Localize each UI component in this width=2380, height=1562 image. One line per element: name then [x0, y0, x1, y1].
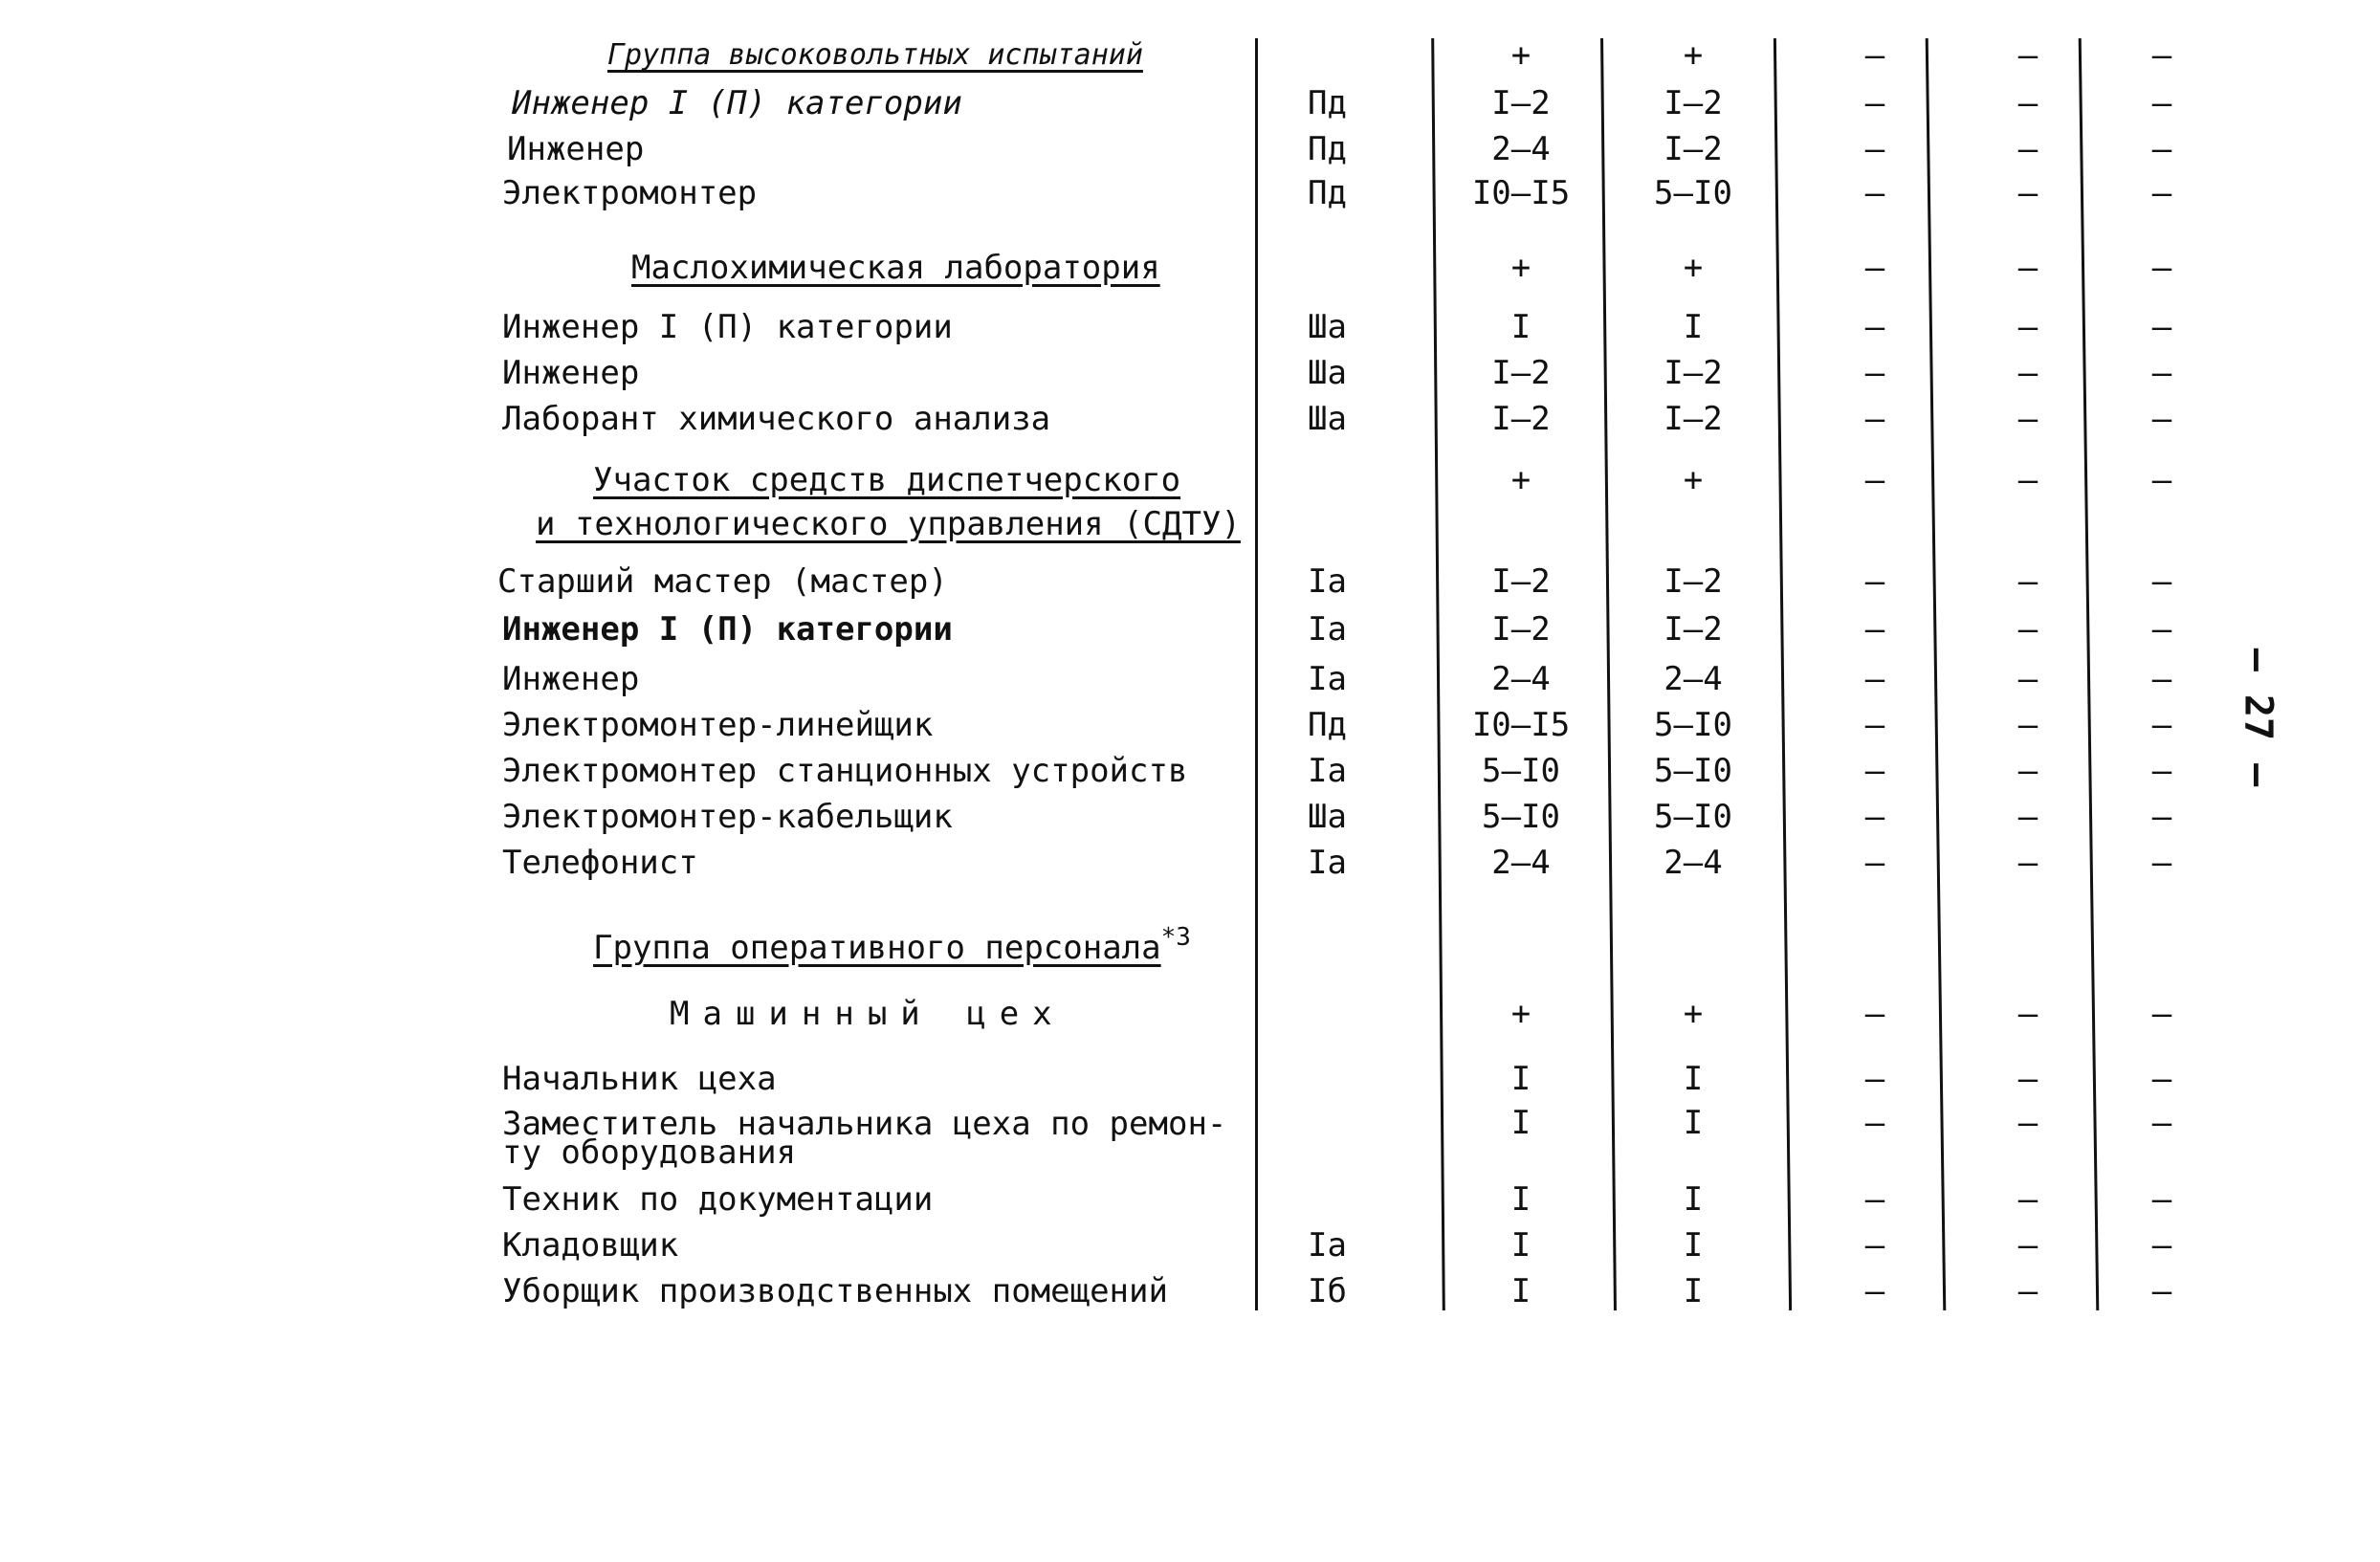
table-row — [0, 1177, 2380, 1222]
table-row — [0, 304, 2380, 350]
value-cell-1: I — [1510, 308, 1532, 346]
dash-cell: – — [2151, 461, 2172, 499]
section-title-wrap — [593, 914, 1191, 971]
position-name: Электромонтер станционных устройств — [502, 752, 1188, 790]
page-number-text: – 27 – — [2236, 648, 2280, 787]
category-cell: Iа — [1308, 844, 1347, 882]
dash-cell: – — [2017, 844, 2038, 882]
position-name: Инженер — [502, 354, 640, 392]
value-cell-2: 5–I0 — [1654, 706, 1732, 744]
dash-cell: – — [2017, 798, 2038, 836]
position-name: Электромонтер-кабельщик — [502, 798, 953, 836]
value-cell-1: I–2 — [1491, 610, 1551, 649]
section-mark-2: + — [1683, 461, 1704, 499]
table-row — [0, 840, 2380, 886]
category-cell: Iб — [1308, 1272, 1347, 1310]
category-cell: Iа — [1308, 562, 1347, 601]
dash-cell: – — [2017, 562, 2038, 601]
category-cell: Ша — [1308, 354, 1347, 392]
dash-cell: – — [2017, 1060, 2038, 1098]
table-row — [0, 170, 2380, 216]
section-mark-1: + — [1510, 36, 1532, 75]
dash-cell: – — [2017, 706, 2038, 744]
dash-cell: – — [2017, 752, 2038, 790]
section-title: Участок средств диспетчерского — [593, 461, 1181, 499]
dash-cell: – — [1864, 1226, 1885, 1265]
dash-cell: – — [2151, 610, 2172, 649]
dash-cell: – — [2151, 562, 2172, 601]
dash-cell: – — [1864, 174, 1885, 212]
value-cell-1: I0–I5 — [1471, 706, 1571, 744]
table-row — [0, 559, 2380, 605]
dash-cell: – — [1864, 461, 1885, 499]
table-row — [0, 396, 2380, 442]
dash-cell: – — [2151, 752, 2172, 790]
section-mark-1: + — [1510, 995, 1532, 1033]
position-name: Уборщик производственных помещений — [502, 1272, 1168, 1310]
section-title: Группа высоковольтных испытаний — [607, 38, 1143, 72]
dash-cell: – — [1864, 354, 1885, 392]
value-cell-1: 2–4 — [1491, 660, 1551, 698]
dash-cell: – — [1864, 844, 1885, 882]
category-cell: Ша — [1308, 798, 1347, 836]
value-cell-1: I–2 — [1491, 84, 1551, 122]
dash-cell: – — [1864, 610, 1885, 649]
value-cell-1: I — [1510, 1180, 1532, 1219]
value-cell-2: I–2 — [1664, 562, 1723, 601]
dash-cell: – — [2151, 84, 2172, 122]
section-mark-2: + — [1683, 249, 1704, 287]
dash-cell: – — [1864, 1180, 1885, 1219]
dash-cell: – — [2017, 354, 2038, 392]
section-header-row — [0, 457, 2380, 503]
value-cell-2: I–2 — [1664, 130, 1723, 168]
dash-cell: – — [2017, 249, 2038, 287]
position-name: Техник по документации — [502, 1180, 934, 1219]
dash-cell: – — [2151, 174, 2172, 212]
value-cell-1: I — [1510, 1272, 1532, 1310]
table-row — [0, 606, 2380, 652]
section-header-row — [0, 33, 2380, 78]
value-cell-2: I–2 — [1664, 400, 1723, 438]
dash-cell: – — [1864, 1272, 1885, 1310]
position-name: Начальник цеха — [502, 1060, 777, 1098]
table-row — [0, 1222, 2380, 1268]
table-row — [0, 1100, 2380, 1177]
dash-cell: – — [1864, 36, 1885, 75]
dash-cell: – — [2151, 130, 2172, 168]
category-cell: Iа — [1308, 610, 1347, 649]
position-name: Заместитель начальника цеха по ремон- — [502, 1105, 1227, 1143]
value-cell-1: I — [1510, 1060, 1532, 1098]
dash-cell: – — [1864, 706, 1885, 744]
dash-cell: – — [2017, 610, 2038, 649]
value-cell-1: 2–4 — [1491, 130, 1551, 168]
dash-cell: – — [1864, 798, 1885, 836]
dash-cell: – — [1864, 995, 1885, 1033]
position-name-cont: ту оборудования — [502, 1133, 797, 1172]
value-cell-1: I–2 — [1491, 562, 1551, 601]
section-header-row — [0, 501, 2380, 547]
table-row — [0, 80, 2380, 126]
value-cell-2: I — [1683, 1060, 1704, 1098]
dash-cell: – — [1864, 1104, 1885, 1142]
position-name: Инженер — [502, 660, 640, 698]
dash-cell: – — [2151, 706, 2172, 744]
dash-cell: – — [2151, 354, 2172, 392]
category-cell: Пд — [1308, 84, 1347, 122]
table-row — [0, 794, 2380, 840]
dash-cell: – — [2017, 400, 2038, 438]
dash-cell: – — [2151, 308, 2172, 346]
dash-cell: – — [2151, 36, 2172, 75]
dash-cell: – — [1864, 1060, 1885, 1098]
dash-cell: – — [2151, 660, 2172, 698]
value-cell-2: I — [1683, 1104, 1704, 1142]
position-name: Инженер I (П) категории — [512, 84, 962, 122]
dash-cell: – — [2017, 130, 2038, 168]
position-name: Кладовщик — [502, 1226, 679, 1265]
dash-cell: – — [2151, 1226, 2172, 1265]
table-row — [0, 1268, 2380, 1314]
value-cell-1: I–2 — [1491, 400, 1551, 438]
dash-cell: – — [2151, 400, 2172, 438]
dash-cell: – — [2017, 1272, 2038, 1310]
section-header-row — [0, 914, 2380, 967]
table-row — [0, 126, 2380, 172]
category-cell: Iа — [1308, 752, 1347, 790]
value-cell-1: I — [1510, 1226, 1532, 1265]
value-cell-2: I — [1683, 308, 1704, 346]
section-subheader-row — [0, 991, 2380, 1037]
dash-cell: – — [1864, 84, 1885, 122]
dash-cell: – — [2151, 1060, 2172, 1098]
value-cell-2: I — [1683, 1180, 1704, 1219]
dash-cell: – — [2151, 844, 2172, 882]
dash-cell: – — [2017, 84, 2038, 122]
dash-cell: – — [1864, 308, 1885, 346]
category-cell: Iа — [1308, 660, 1347, 698]
footnote-mark: *3 — [1160, 923, 1191, 952]
position-name: Телефонист — [502, 844, 698, 882]
section-title: Маслохимическая лаборатория — [631, 249, 1160, 287]
position-name: Инженер — [507, 130, 645, 168]
category-cell: Ша — [1308, 400, 1347, 438]
value-cell-1: I — [1510, 1104, 1532, 1142]
value-cell-2: 5–I0 — [1654, 752, 1732, 790]
value-cell-1: I0–I5 — [1471, 174, 1571, 212]
table-row — [0, 656, 2380, 702]
dash-cell: – — [2017, 461, 2038, 499]
dash-cell: – — [2017, 308, 2038, 346]
dash-cell: – — [2151, 1272, 2172, 1310]
dash-cell: – — [2151, 1180, 2172, 1219]
value-cell-2: 5–I0 — [1654, 174, 1732, 212]
dash-cell: – — [2151, 995, 2172, 1033]
section-header-row — [0, 245, 2380, 291]
dash-cell: – — [2017, 660, 2038, 698]
dash-cell: – — [2151, 1104, 2172, 1142]
dash-cell: – — [2017, 1226, 2038, 1265]
table-row — [0, 748, 2380, 794]
position-name: Лаборант химического анализа — [502, 400, 1051, 438]
dash-cell: – — [2151, 249, 2172, 287]
value-cell-2: I–2 — [1664, 610, 1723, 649]
value-cell-2: I — [1683, 1226, 1704, 1265]
value-cell-2: 2–4 — [1664, 844, 1723, 882]
position-name: Инженер I (П) категории — [502, 610, 953, 649]
category-cell: Пд — [1308, 706, 1347, 744]
dash-cell: – — [2017, 1104, 2038, 1142]
table-row — [0, 702, 2380, 748]
section-subtitle: Машинный цех — [670, 995, 1066, 1033]
section-mark-2: + — [1683, 36, 1704, 75]
value-cell-2: 2–4 — [1664, 660, 1723, 698]
category-cell: Пд — [1308, 130, 1347, 168]
dash-cell: – — [2017, 174, 2038, 212]
table-row — [0, 350, 2380, 396]
dash-cell: – — [1864, 400, 1885, 438]
dash-cell: – — [2017, 1180, 2038, 1219]
dash-cell: – — [1864, 130, 1885, 168]
dash-cell: – — [1864, 562, 1885, 601]
value-cell-2: I–2 — [1664, 354, 1723, 392]
dash-cell: – — [2151, 798, 2172, 836]
value-cell-1: 5–I0 — [1482, 798, 1560, 836]
value-cell-2: I — [1683, 1272, 1704, 1310]
section-mark-1: + — [1510, 461, 1532, 499]
section-mark-2: + — [1683, 995, 1704, 1033]
position-name: Инженер I (П) категории — [502, 308, 953, 346]
category-cell: Пд — [1308, 174, 1347, 212]
category-cell: Ша — [1308, 308, 1347, 346]
value-cell-1: 5–I0 — [1482, 752, 1560, 790]
table-row — [0, 1056, 2380, 1102]
value-cell-2: 5–I0 — [1654, 798, 1732, 836]
dash-cell: – — [1864, 752, 1885, 790]
section-title-line2: и технологического управления (СДТУ) — [536, 505, 1241, 543]
section-title: Группа оперативного персонала — [593, 929, 1161, 967]
dash-cell: – — [2017, 995, 2038, 1033]
position-name: Электромонтер-линейщик — [502, 706, 934, 744]
position-name-wrap — [502, 1105, 1227, 1172]
value-cell-1: I–2 — [1491, 354, 1551, 392]
page-number — [2229, 648, 2286, 787]
section-mark-1: + — [1510, 249, 1532, 287]
dash-cell: – — [1864, 249, 1885, 287]
category-cell: Iа — [1308, 1226, 1347, 1265]
dash-cell: – — [2017, 36, 2038, 75]
value-cell-1: 2–4 — [1491, 844, 1551, 882]
value-cell-2: I–2 — [1664, 84, 1723, 122]
position-name: Электромонтер — [502, 174, 758, 212]
dash-cell: – — [1864, 660, 1885, 698]
position-name: Старший мастер (мастер) — [497, 562, 948, 601]
